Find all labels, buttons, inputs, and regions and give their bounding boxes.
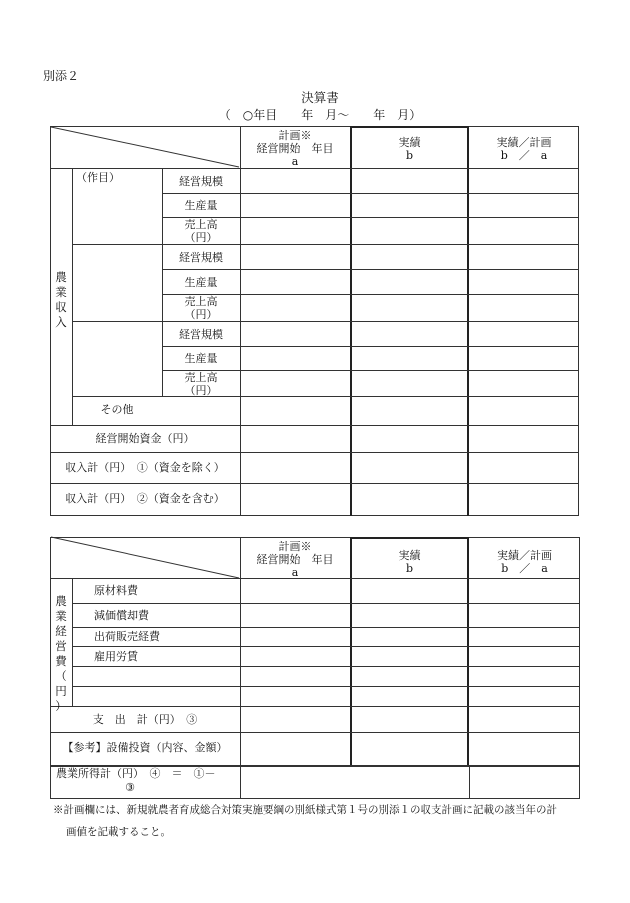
ratio-header: 実績／計画 b ／ a [496, 136, 552, 162]
farm-income-label: 農業所得計（円） ④ ＝ ①－ [56, 767, 216, 780]
production-label: 生産量 [184, 352, 218, 365]
scale-label: 経営規模 [179, 175, 223, 188]
footnote: ※計画欄には、新規就農者育成総合対策実施要綱の別紙様式第１号の別添１の収支計画に記載の該当年の計 [53, 804, 557, 816]
income-total-1-label: 収入計（円） ①（資金を除く） [65, 461, 225, 474]
income-total-2-label: 収入計（円） ②（資金を含む） [65, 492, 225, 505]
expense-item: 雇用労賃 [94, 650, 138, 663]
sales-label: 売上高 （円） [184, 371, 218, 397]
attachment-label: 別添２ [43, 69, 80, 83]
crop-label: （作目） [76, 171, 120, 184]
actual-header: 実績 b [398, 136, 421, 162]
scale-label: 経営規模 [179, 328, 223, 341]
ratio-header: 実績／計画 b ／ a [497, 549, 552, 575]
expense-item: 出荷販売経費 [94, 630, 160, 643]
scale-label: 経営規模 [179, 251, 223, 264]
startup-funds-label: 経営開始資金（円） [95, 432, 195, 445]
plan-header: 計画※ 経営開始 年目 a [256, 129, 334, 168]
plan-header: 計画※ 経営開始 年目 a [256, 540, 334, 579]
footnote-cont: 画値を記載すること。 [66, 826, 171, 838]
expense-total-label: 支 出 計（円） ③ [92, 713, 198, 726]
production-label: 生産量 [184, 199, 218, 212]
sales-label: 売上高 （円） [184, 218, 218, 244]
sales-label: 売上高 （円） [184, 295, 218, 321]
actual-header: 実績 b [398, 549, 421, 575]
other-label: その他 [100, 403, 134, 416]
expense-item: 原材料費 [94, 584, 138, 597]
capex-label: 【参考】設備投資（内容、金額） [62, 741, 228, 754]
farm-income-label-cont: ③ [125, 781, 135, 794]
production-label: 生産量 [184, 276, 218, 289]
expense-item: 減価償却費 [94, 609, 149, 622]
section-label-farm-expense: 農 業 経 営 費 （ 円 ） [55, 594, 67, 713]
period-label: （ ○年目 年 月～ 年 月） [218, 108, 422, 122]
document-title: 決算書 [301, 90, 339, 105]
section-label-farm-income: 農 業 収 入 [55, 270, 67, 329]
